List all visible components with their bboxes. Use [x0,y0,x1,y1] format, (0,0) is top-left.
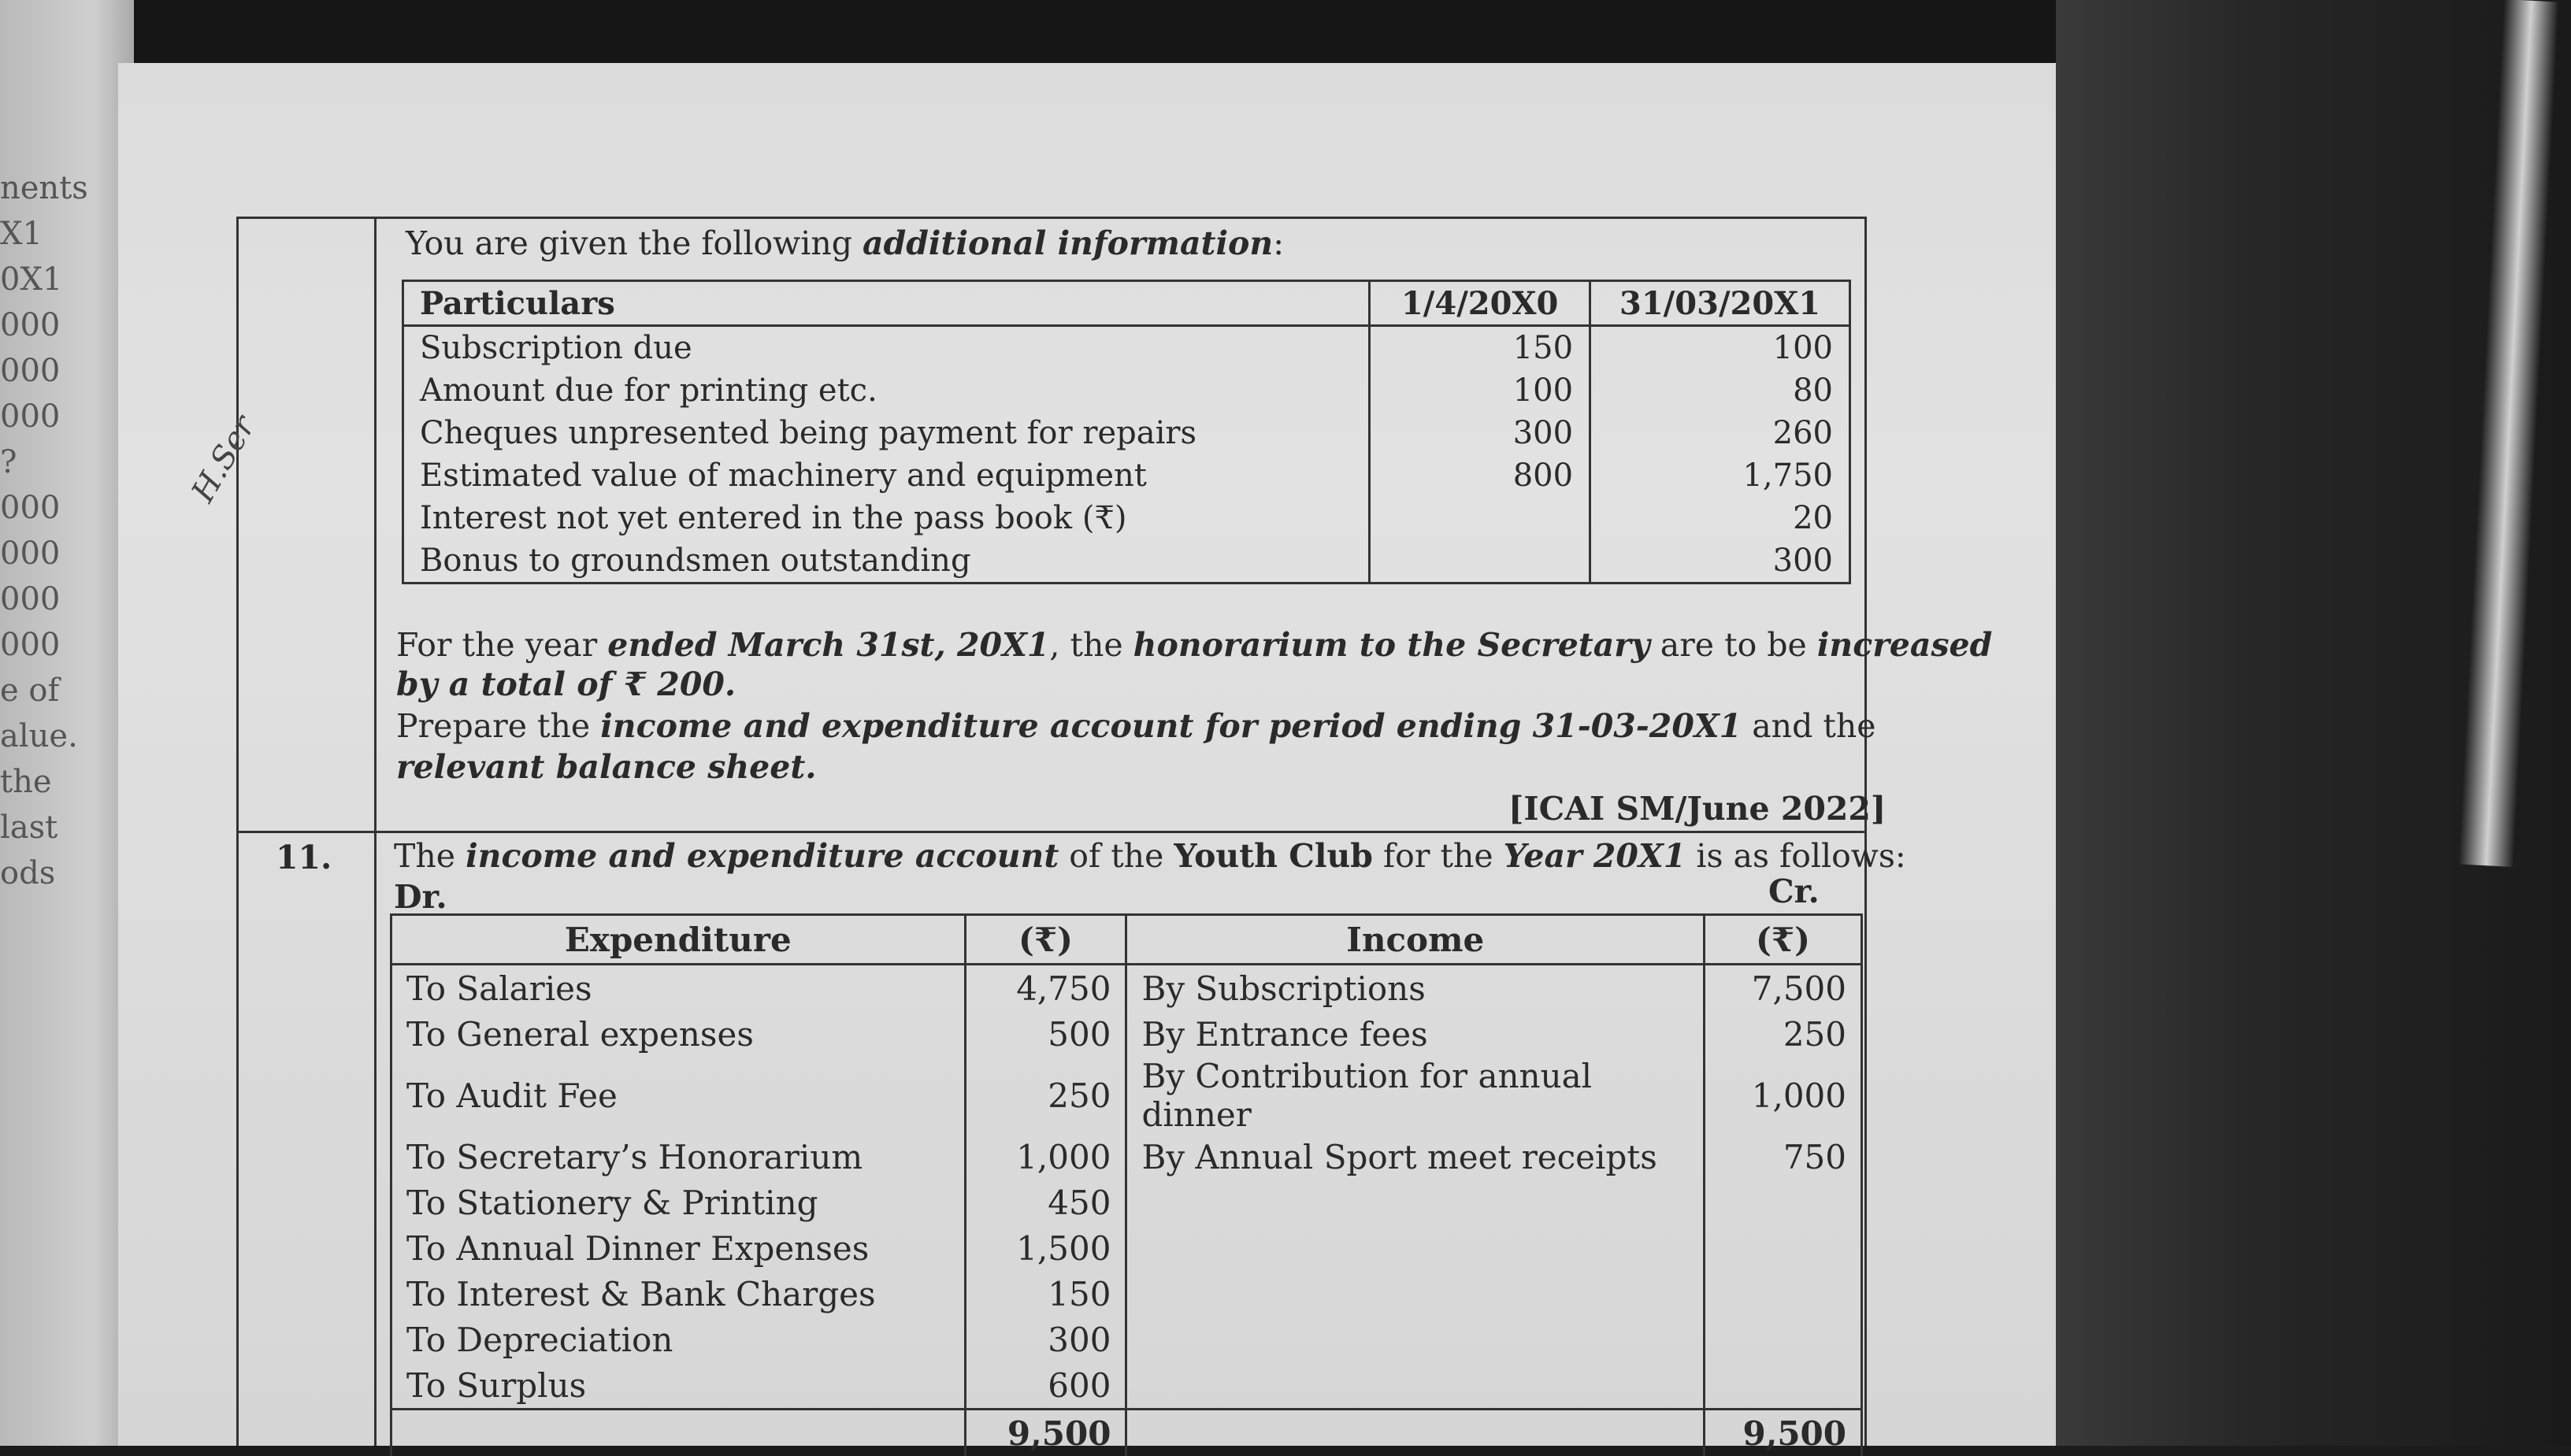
particular: Estimated value of machinery and equipment [403,454,1370,497]
heading-prefix: You are given the following [406,224,863,262]
income-amount: 7,500 [1705,965,1862,1012]
note-emph: honorarium to the Secretary [1133,626,1650,664]
table-row [391,1134,1862,1180]
table-header-row [391,915,1862,965]
income-item [1126,1317,1705,1362]
q-text: is as follows: [1686,837,1905,875]
margin-line: e of [0,668,95,713]
end-value: 260 [1590,412,1850,454]
income-item: By Contribution for annual dinner [1126,1057,1705,1134]
expenditure-item: To General expenses [391,1011,966,1057]
expenditure-amount: 300 [965,1317,1126,1362]
particular: Interest not yet entered in the pass book (₹) [403,497,1370,539]
col-particulars: Particulars [403,281,1370,326]
table-row [391,965,1862,1012]
col-expenditure: Expenditure [391,915,966,965]
expenditure-item: To Surplus [391,1362,966,1410]
col-start-date: 1/4/20X0 [1370,281,1590,326]
note-line-4: relevant balance sheet. [396,748,817,786]
col-inc-amount: (₹) [1705,915,1862,965]
q-text: of the [1059,837,1174,875]
start-value [1370,497,1590,539]
table-row [391,1011,1862,1057]
margin-line: last [0,805,95,850]
margin-line: 0X1 [0,257,95,302]
q-emph: Year 20X1 [1504,837,1686,875]
income-amount: 250 [1705,1011,1862,1057]
income-amount [1705,1180,1862,1225]
table-row [403,412,1850,454]
q-text: for the [1373,837,1504,875]
cr-label: Cr. [1768,872,1820,910]
note-text: For the year [396,626,607,664]
expenditure-amount: 150 [965,1271,1126,1317]
left-margin-text [0,165,95,896]
margin-line: 000 [0,302,95,348]
margin-line: nents [0,165,95,211]
table-row [391,1057,1862,1134]
note-line-3 [396,707,1876,745]
q-emph: Youth Club [1174,837,1373,875]
table-row [403,369,1850,412]
expenditure-item: To Secretary’s Honorarium [391,1134,966,1180]
particular: Amount due for printing etc. [403,369,1370,412]
income-item [1126,1362,1705,1410]
expenditure-amount: 500 [965,1011,1126,1057]
expenditure-item: To Audit Fee [391,1057,966,1134]
margin-line: 000 [0,576,95,622]
total-expenditure: 9,500 [965,1410,1126,1456]
col-exp-amount: (₹) [965,915,1126,965]
particular: Cheques unpresented being payment for repairs [403,412,1370,454]
table-row [391,1271,1862,1317]
total-spacer [1126,1410,1705,1456]
expenditure-amount: 1,500 [965,1225,1126,1271]
income-amount [1705,1317,1862,1362]
income-amount [1705,1362,1862,1410]
note-emph: income and expenditure account for period ending 31-03-20X1 [600,707,1742,745]
margin-line: 000 [0,394,95,439]
note-line-2: by a total of ₹ 200. [396,665,736,703]
expenditure-amount: 600 [965,1362,1126,1410]
income-item: By Annual Sport meet receipts [1126,1134,1705,1180]
end-value: 20 [1590,497,1850,539]
note-text: , the [1049,626,1133,664]
left-book-page [0,0,134,1446]
expenditure-item: To Salaries [391,965,966,1012]
question-number: 11. [276,839,332,876]
margin-line: 000 [0,485,95,531]
margin-line: 000 [0,348,95,394]
handwritten-note: H.Ser [185,409,263,508]
expenditure-amount: 450 [965,1180,1126,1225]
table-row [391,1362,1862,1410]
margin-line: ods [0,850,95,896]
note-text: and the [1742,707,1875,745]
income-item: By Subscriptions [1126,965,1705,1012]
expenditure-amount: 4,750 [965,965,1126,1012]
col-income: Income [1126,915,1705,965]
margin-line: ? [0,439,95,485]
end-value: 300 [1590,539,1850,584]
question-text [394,837,1906,875]
source-reference: [ICAI SM/June 2022] [1508,790,1886,828]
start-value: 300 [1370,412,1590,454]
additional-info-table [402,280,1851,584]
particular: Subscription due [403,326,1370,370]
end-value: 100 [1590,326,1850,370]
table-row [403,326,1850,370]
additional-info-heading [406,224,1284,262]
note-line-1 [396,626,1992,664]
expenditure-item: To Depreciation [391,1317,966,1362]
expenditure-item: To Stationery & Printing [391,1180,966,1225]
end-value: 80 [1590,369,1850,412]
q-text: The [394,837,466,875]
expenditure-amount: 1,000 [965,1134,1126,1180]
start-value: 800 [1370,454,1590,497]
total-row [391,1410,1862,1456]
table-row [403,454,1850,497]
q-emph: income and expenditure account [466,837,1059,875]
start-value [1370,539,1590,584]
total-spacer [391,1410,966,1456]
note-emph: increased [1817,626,1992,664]
start-value: 100 [1370,369,1590,412]
col-end-date: 31/03/20X1 [1590,281,1850,326]
start-value: 150 [1370,326,1590,370]
table-row [403,539,1850,584]
income-item [1126,1225,1705,1271]
note-text: are to be [1650,626,1817,664]
income-item [1126,1180,1705,1225]
margin-line: the [0,759,95,805]
expenditure-item: To Annual Dinner Expenses [391,1225,966,1271]
frame-top-line [236,217,1867,219]
income-item: By Entrance fees [1126,1011,1705,1057]
total-income: 9,500 [1705,1410,1862,1456]
income-item [1126,1271,1705,1317]
income-amount [1705,1225,1862,1271]
table-row [391,1225,1862,1271]
margin-line: 000 [0,531,95,576]
dr-label: Dr. [394,878,447,916]
margin-line: alue. [0,713,95,759]
expenditure-amount: 250 [965,1057,1126,1134]
margin-line: X1 [0,211,95,257]
table-row [391,1180,1862,1225]
income-amount [1705,1271,1862,1317]
note-text: Prepare the [396,707,600,745]
income-amount: 750 [1705,1134,1862,1180]
expenditure-item: To Interest & Bank Charges [391,1271,966,1317]
table-row [403,497,1850,539]
income-expenditure-table [390,913,1863,1456]
frame-divider-line [236,831,1867,833]
heading-emphasis: additional information [863,224,1273,262]
table-row [391,1317,1862,1362]
end-value: 1,750 [1590,454,1850,497]
income-amount: 1,000 [1705,1057,1862,1134]
heading-suffix: : [1273,224,1284,262]
table-header-row [403,281,1850,326]
note-emph: ended March 31st, 20X1 [607,626,1049,664]
margin-line: 000 [0,622,95,668]
particular: Bonus to groundsmen outstanding [403,539,1370,584]
